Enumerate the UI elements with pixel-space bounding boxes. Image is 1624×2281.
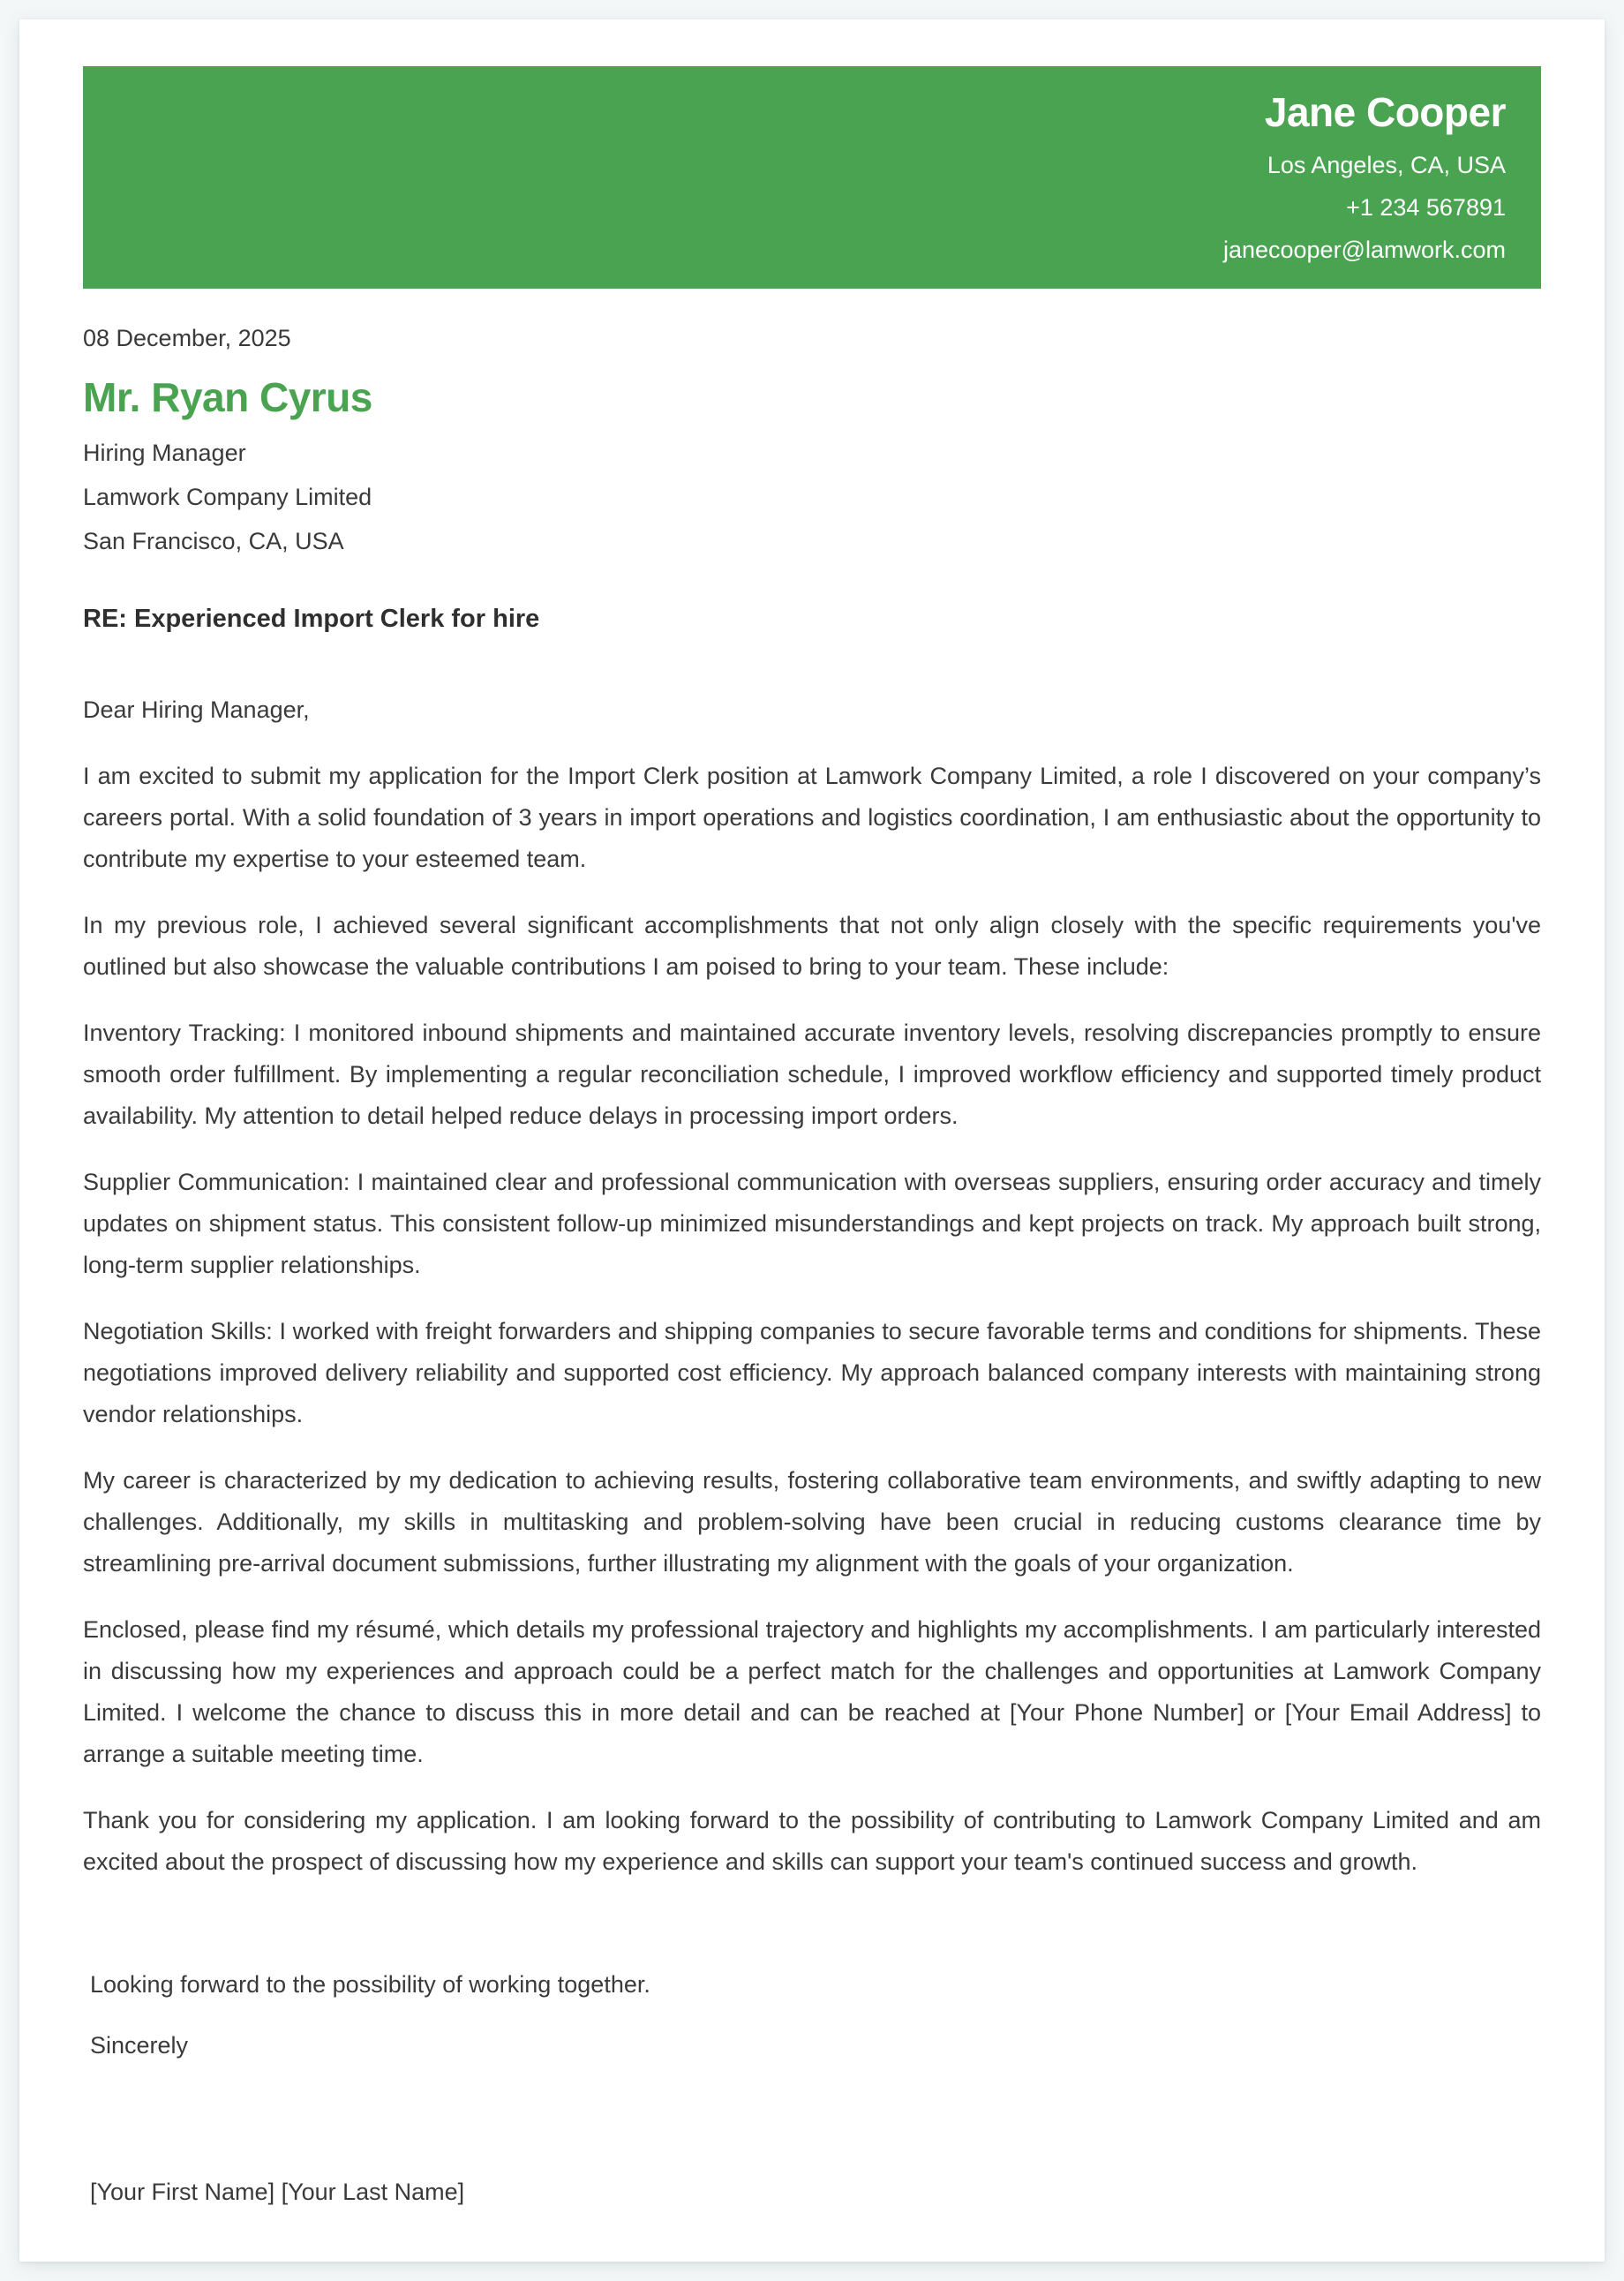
closing-line-2: Sincerely — [90, 2032, 189, 2059]
recipient-company: Lamwork Company Limited — [83, 484, 372, 510]
closing-line-1: Looking forward to the possibility of working together. — [90, 1971, 650, 1998]
letter-page — [19, 19, 1605, 2262]
body-paragraph-accomplishments-lead: In my previous role, I achieved several significant accomplishments that not only align closely with the specific requirements you've outlined but also showcase the valuable contributions I am poised to bring to your team. These include: — [83, 912, 1541, 980]
sender-email: janecooper@lamwork.com — [1222, 237, 1506, 263]
salutation: Dear Hiring Manager, — [83, 696, 310, 723]
recipient-name: Mr. Ryan Cyrus — [83, 374, 372, 420]
recipient-title: Hiring Manager — [83, 440, 246, 466]
body-paragraph-resume-enclosed: Enclosed, please find my résumé, which details my professional trajectory and highlights my accomplishments. I am particularly interested in discussing how my experiences and approach could be a perfect match for the challenges and opportunities at Lamwork Company Limited. I welcome the chance to discuss this in more detail and can be reached at [Your Phone Number] or [Your Email Address] to arrange a suitable meeting time. — [83, 1616, 1541, 1767]
sender-location: Los Angeles, CA, USA — [1267, 152, 1506, 178]
recipient-location: San Francisco, CA, USA — [83, 528, 344, 554]
body-paragraph-career-summary: My career is characterized by my dedication to achieving results, fostering collaborative team environments, and swiftly adapting to new challenges. Additionally, my skills in multitasking and problem-solving have been crucial in reducing customs clearance time by streamlining pre-arrival document submissions, further illustrating my alignment with the goals of your organization. — [83, 1467, 1541, 1577]
sender-name: Jane Cooper — [1264, 89, 1506, 135]
body-paragraph-intro: I am excited to submit my application for the Import Clerk position at Lamwork Company Limited, a role I discovered on your company’s careers portal. With a solid foundation of 3 years in import operations and logistics coordination, I am enthusiastic about the opportunity to contribute my expertise to your esteemed team. — [83, 763, 1541, 872]
body-paragraph-thank-you: Thank you for considering my application. I am looking forward to the possibility of contributing to Lamwork Company Limited and am excited about the prospect of discussing how my experience and skills can support your team's continued success and growth. — [83, 1807, 1541, 1875]
header-banner — [83, 66, 1541, 289]
signature-placeholder: [Your First Name] [Your Last Name] — [90, 2179, 465, 2205]
body-paragraph-negotiation-skills: Negotiation Skills: I worked with freight forwarders and shipping companies to secure favorable terms and conditions for shipments. These negotiations improved delivery reliability and supported cost efficiency. My approach balanced company interests with maintaining strong vendor relationships. — [83, 1318, 1541, 1427]
letter-date: 08 December, 2025 — [83, 325, 291, 351]
sender-phone: +1 234 567891 — [1346, 194, 1506, 221]
subject-line: RE: Experienced Import Clerk for hire — [83, 605, 540, 633]
body-paragraph-supplier-communication: Supplier Communication: I maintained clear and professional communication with overseas suppliers, ensuring order accuracy and timely updates on shipment status. This consistent follow-up minimized misunderstandings and kept projects on track. My approach built strong, long-term supplier relationships. — [83, 1169, 1541, 1278]
body-paragraph-inventory-tracking: Inventory Tracking: I monitored inbound shipments and maintained accurate inventory levels, resolving discrepancies promptly to ensure smooth order fulfillment. By implementing a regular reconciliation schedule, I improved workflow efficiency and supported timely product availability. My attention to detail helped reduce delays in processing import orders. — [83, 1020, 1541, 1129]
closing-block — [83, 1964, 1541, 2066]
